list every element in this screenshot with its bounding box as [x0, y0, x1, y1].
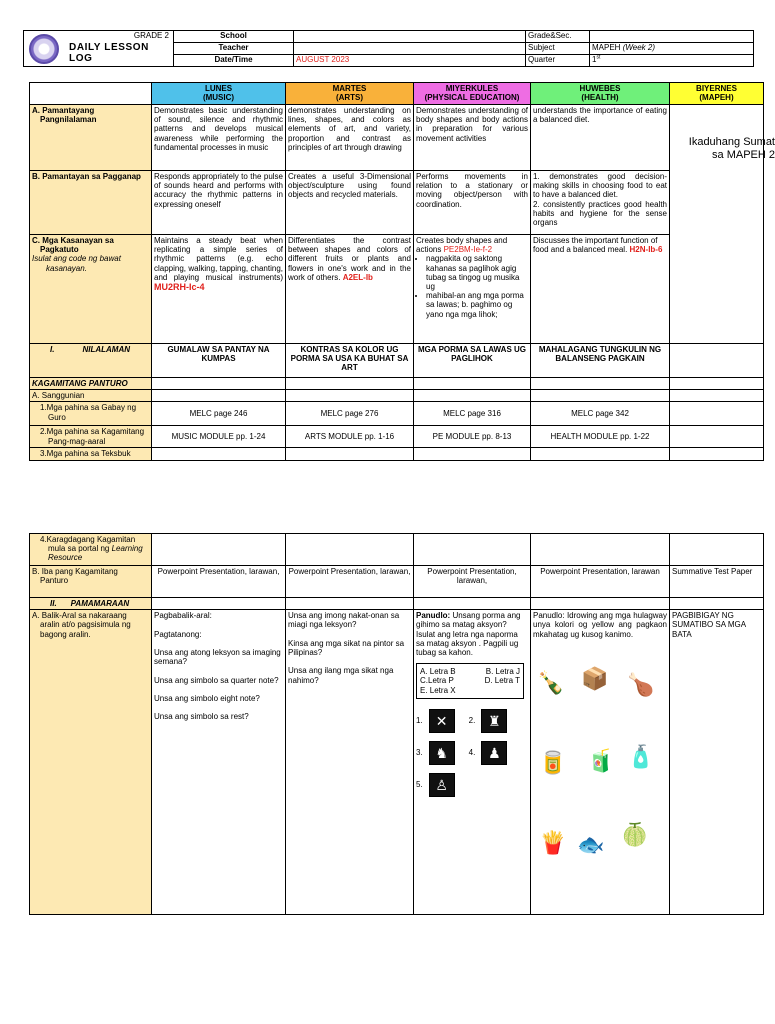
cell-nilalaman-huwebes: MAHALAGANG TUNGKULIN NG BALANSENG PAGKAIN [531, 344, 670, 378]
page-title: DAILY LESSON LOG [69, 42, 149, 64]
row-label-teksbuk: 3.Mga pahina sa Teksbuk [30, 448, 152, 460]
cell-balik-biyernes: PAGBIBIGAY NG SUMATIBO SA MGA BATA [670, 610, 764, 915]
list-item: • mahibal-an ang mga porma sa lawas; b. paghimo og yano nga mga lihok; [426, 291, 528, 319]
food-drawing-icon: 🧴 [627, 744, 655, 770]
code-huwebes: H2N-Ib-6 [629, 245, 663, 255]
cell-b-martes: Creates a useful 3-Dimensional object/sculpture using found objects and recycled materials. [286, 171, 414, 235]
corner-cell [30, 83, 152, 105]
lesson-table-page2 [29, 533, 764, 915]
cell-nilalaman-martes: KONTRAS SA KOLOR UG PORMA SA USA KA BUHAT SA ART [286, 344, 414, 378]
cell-iba-lunes: Powerpoint Presentation, larawan, [152, 566, 286, 598]
cell-c-martes: Differentiates the contrast between shapes and colors of different fruits or plants and flowers in one's work and in the work of others. A2EL-Ib [286, 235, 414, 344]
food-drawing-icon: 🥫 [539, 750, 567, 776]
day-header-martes: MARTES (ARTS) [286, 83, 414, 105]
row-label-gabay: 1.Mga pahina sa Gabay ng Guro [30, 402, 152, 426]
quarter-label: Quarter [526, 55, 590, 67]
pose-figure-icon: ♜ [481, 709, 507, 733]
food-drawing-icon: 📦 [581, 666, 609, 692]
cell-c-lunes: Maintains a steady beat when replicating a simple series of rhythmic patterns (e.g. echo clapping, walking, tapping, chanting, and playing musical instruments) MU2RH-Ic-4 [152, 235, 286, 344]
list-item: • nagpakita og saktong kahanas sa paglihok agig tubag sa tingog ug musika ug [426, 254, 528, 291]
subject-value[interactable]: MAPEH (Week 2) [590, 43, 754, 55]
grade-label: GRADE 2 [133, 31, 169, 40]
row-label-sanggunian: A. Sanggunian [30, 390, 152, 402]
food-drawing-icon: 🍗 [627, 672, 655, 698]
row-label-iba-pang: B. Iba pang Kagamitang Panturo [30, 566, 152, 598]
cell-module-huwebes: HEALTH MODULE pp. 1-22 [531, 426, 670, 448]
cell-gabay-huwebes: MELC page 342 [531, 402, 670, 426]
cell-iba-martes: Powerpoint Presentation, larawan, [286, 566, 414, 598]
cell-a-huwebes: understands the importance of eating a balanced diet. [531, 105, 670, 171]
cell-nilalaman-lunes: GUMALAW SA PANTAY NA KUMPAS [152, 344, 286, 378]
cell-balik-huwebes: Panudlo: Idrowing ang mga hulagway unya kolori og yellow ang pagkaon mkahatag ug kusog kanimo. 🍾 📦 🍗 🥫 🧃 🧴 🍟 🐟 🍈 [531, 610, 670, 915]
code-miyerkules: PE2BM-Ie-f-2 [443, 245, 493, 255]
row-label-balik-aral: A. Balik-Aral sa nakaraang aralin at/o pagsisimula ng bagong aralin. [30, 610, 152, 915]
cell-a-miyerkules: Demonstrates understanding of body shapes and body actions in preparation for various movement activities [414, 105, 531, 171]
cell-b-miyerkules: Performs movements in relation to a stationary or moving object/person with coordination. [414, 171, 531, 235]
cell-b-huwebes: 1. demonstrates good decision-making skills in choosing food to eat to have a balanced diet. 2. consistently practices good health habits and hygiene for the sense organs [531, 171, 670, 235]
pose-figure-icon: ♞ [429, 741, 455, 765]
gradesec-value[interactable] [590, 31, 754, 43]
cell-module-miyerkules: PE MODULE pp. 8-13 [414, 426, 531, 448]
cell-b-lunes: Responds appropriately to the pulse of sounds heard and performs with accuracy the rhythmic patterns in expressing oneself [152, 171, 286, 235]
food-drawing-icon: 🧃 [587, 748, 615, 774]
row-label-kagamitan: KAGAMITANG PANTURO [30, 378, 152, 390]
day-header-biyernes: BIYERNES (MAPEH) [670, 83, 764, 105]
cell-nilalaman-miyerkules: MGA PORMA SA LAWAS UG PAGLIHOK [414, 344, 531, 378]
cell-a-lunes: Demonstrates basic understanding of sound, silence and rhythmic patterns and develops musical awareness while performing the fundamental processes in music [152, 105, 286, 171]
row-label-nilalaman: I. NILALAMAN [30, 344, 152, 378]
school-label: School [174, 31, 294, 43]
row-label-pamantayan-pagganap: B. Pamantayan sa Pagganap [30, 171, 152, 235]
cell-gabay-miyerkules: MELC page 316 [414, 402, 531, 426]
pose-figure-icon: ♟ [481, 741, 507, 765]
cell-balik-lunes: Pagbabalik-aral: Pagtatanong: Unsa ang atong leksyon sa imaging semana? Unsa ang simbolo sa quarter note? Unsa ang simbolo eight note? Unsa ang simbolo sa rest? [152, 610, 286, 915]
row-label-pamantayang-pangnilalaman: A. Pamantayang Pangnilalaman [30, 105, 152, 171]
cell-gabay-lunes: MELC page 246 [152, 402, 286, 426]
code-lunes: MU2RH-Ic-4 [154, 281, 205, 292]
food-drawing-icon: 🐟 [577, 832, 605, 858]
cell-gabay-martes: MELC page 276 [286, 402, 414, 426]
food-drawing-icon: 🍟 [539, 830, 567, 856]
c-bullet-list [416, 254, 528, 318]
cell-balik-martes: Unsa ang imong nakat-onan sa miagi nga leksyon? Kinsa ang mga sikat na pintor sa Pilipinas? Unsa ang ilang mga sikat nga nahimo? [286, 610, 414, 915]
cell-module-lunes: MUSIC MODULE pp. 1-24 [152, 426, 286, 448]
cell-a-martes: demonstrates understanding on lines, shapes, and colors as elements of art, and variety, proportion and contrast as principles of art through drawing [286, 105, 414, 171]
cell-iba-biyernes: Summative Test Paper [670, 566, 764, 598]
day-header-huwebes: HUWEBES (HEALTH) [531, 83, 670, 105]
code-martes: A2EL-Ib [342, 272, 373, 282]
pose-figure-icon: ♙ [429, 773, 455, 797]
datetime-label: Date/Time [174, 55, 294, 67]
deped-seal-icon [29, 34, 59, 64]
row-label-kagamitang-pahina: 2.Mga pahina sa Kagamitang Pang-mag-aaral [30, 426, 152, 448]
pose-letter-x-icon: ✕ [429, 709, 455, 733]
cell-iba-huwebes: Powerpoint Presentation, larawan [531, 566, 670, 598]
subject-label: Subject [526, 43, 590, 55]
cell-c-huwebes: Discusses the important function of food and a balanced meal. H2N-Ib-6 [531, 235, 670, 344]
lesson-table-page1 [29, 82, 775, 461]
cell-balik-miyerkules: Panudlo: Unsang porma ang gihimo sa matag aksyon? Isulat ang letra nga naporma sa matag aksyon . Pagpili ug tubag sa kahon. A. Letra B B. Letra J C.Letra P D. Letra T E. Letra X 1. ✕ 2. ♜ 3. ♞ 4. ♟ 5. ♙ [414, 610, 531, 915]
gradesec-label: Grade&Sec. [526, 31, 590, 43]
food-drawing-icon: 🍈 [621, 822, 649, 848]
school-value[interactable] [294, 31, 526, 43]
quarter-value[interactable]: 1st [590, 55, 754, 67]
sumatibo-note: Ikaduhang Sumat sa MAPEH 2 [688, 136, 775, 161]
cell-c-miyerkules: Creates body shapes and actions PE2BM-Ie-f-2 • nagpakita og saktong kahanas sa paglihok agig tubag sa tingog ug musika ug • mahibal-an ang mga porma sa lawas; b. paghimo og yano nga mga lihok; [414, 235, 531, 344]
header-table [23, 30, 754, 67]
teacher-label: Teacher [174, 43, 294, 55]
row-label-karagdagang: 4.Karagdagang Kagamitan mula sa portal ng Learning Resource [30, 534, 152, 566]
choice-box: A. Letra B B. Letra J C.Letra P D. Letra T E. Letra X [416, 663, 524, 699]
day-header-lunes: LUNES (MUSIC) [152, 83, 286, 105]
datetime-value[interactable]: AUGUST 2023 [294, 55, 526, 67]
row-label-pamamaraan: II. PAMAMARAAN [30, 598, 152, 610]
day-header-miyerkules: MIYERKULES (PHYSICAL EDUCATION) [414, 83, 531, 105]
cell-nilalaman-biyernes [670, 344, 764, 378]
teacher-value[interactable] [294, 43, 526, 55]
cell-biyernes-merged [670, 105, 775, 344]
header-logo-cell [24, 31, 174, 67]
cell-module-martes: ARTS MODULE pp. 1-16 [286, 426, 414, 448]
row-label-kasanayan: C. Mga Kasanayan sa Pagkatuto Isulat ang code ng bawat kasanayan. [30, 235, 152, 344]
cell-iba-miyerkules: Powerpoint Presentation, larawan, [414, 566, 531, 598]
food-drawing-icon: 🍾 [537, 670, 565, 696]
